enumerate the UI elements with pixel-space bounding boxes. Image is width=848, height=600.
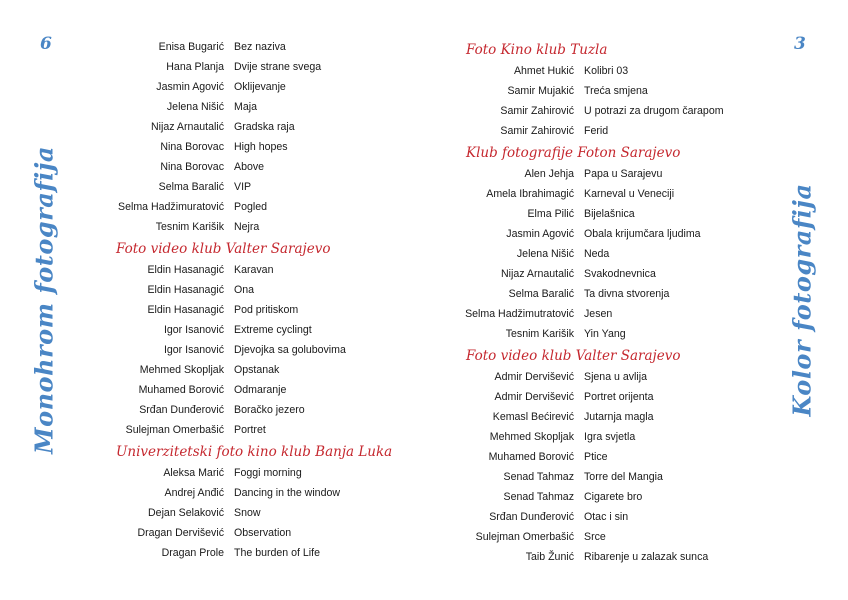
author-name: Selma Hadžimuratović [118,201,224,213]
author-name: Jelena Nišić [516,248,574,260]
author-name: Nijaz Arnautalić [150,121,224,133]
photo-title: Maja [234,101,257,113]
photo-title: Pogled [234,201,267,213]
author-name: Nina Borovac [160,141,224,153]
author-name: Ahmet Hukić [513,65,574,77]
author-name: Enisa Bugarić [158,41,224,53]
author-name: Igor Isanović [163,324,224,336]
list-item [0,204,760,224]
author-name: Amela Ibrahimagić [486,188,574,200]
author-name: Admir Dervišević [494,371,574,383]
photo-title: Svakodnevnica [584,268,656,280]
photo-title: Ribarenje u zalazak sunca [584,551,709,563]
page-number-right: 3 [794,34,806,54]
photo-title: Oklijevanje [234,81,286,93]
author-name: Jasmin Agović [156,81,224,93]
photo-title: Snow [234,507,261,519]
list-item [0,184,760,204]
author-name: Senad Tahmaz [503,471,574,483]
list-item [0,527,760,547]
photo-title: Pod pritiskom [234,304,299,316]
photo-title: Dvije strane svega [234,61,322,73]
author-name: Muhamed Borović [488,451,574,463]
author-name: Samir Mujakić [507,85,574,97]
list-item [0,507,760,527]
photo-title: Bijelašnica [584,208,635,220]
photo-title: Djevojka sa golubovima [234,344,346,356]
photo-title: Ona [234,284,255,296]
page-number-left: 6 [40,34,52,54]
author-name: Selma Baralić [158,181,224,193]
list-item [0,407,760,427]
photo-title: Yin Yang [584,328,626,340]
list-item [0,224,760,244]
photo-title: Foggi morning [234,467,302,479]
photo-title: Nejra [234,221,260,233]
list-item [0,121,760,141]
photo-title: High hopes [234,141,288,153]
author-name: Sulejman Omerbašić [125,424,224,436]
photo-title: The burden of Life [234,547,320,559]
photo-title: Sjena u avlija [584,371,648,383]
photo-title: Boračko jezero [234,404,305,416]
author-name: Dragan Prole [161,547,224,559]
author-name: Igor Isanović [163,344,224,356]
author-name: Tesnim Karišik [155,221,224,233]
photo-title: U potrazi za drugom čarapom [584,105,724,117]
author-name: Srđan Dunđerović [489,511,574,523]
photo-title: Gradska raja [234,121,295,133]
list-item [0,81,760,101]
section-heading: Univerzitetski foto kino klub Banja Luka [116,443,393,460]
list-item [0,467,760,487]
photo-title: VIP [234,181,252,193]
author-name: Samir Zahirović [500,105,574,117]
photo-title: Ferid [584,125,609,137]
list-item [0,101,760,121]
author-name: Senad Tahmaz [503,491,574,503]
photo-title: Bez naziva [234,41,286,53]
author-name: Dragan Dervišević [137,527,224,539]
author-name: Hana Planja [166,61,224,73]
author-name: Jasmin Agović [506,228,574,240]
author-name: Mehmed Skopljak [139,364,224,376]
section-heading: Klub fotografije Foton Sarajevo [466,144,681,161]
author-name: Tesnim Karišik [505,328,574,340]
author-name: Muhamed Borović [138,384,224,396]
photo-title: Papa u Sarajevu [584,168,663,180]
author-name: Alen Jehja [524,168,574,180]
photo-title: Ptice [584,451,608,463]
photo-title: Karavan [234,264,274,276]
list-item [0,264,760,284]
author-name: Selma Hadžimutratović [465,308,574,320]
list-item [0,244,760,264]
section-heading: Foto video klub Valter Sarajevo [116,240,331,257]
author-name: Kemasl Bećirević [492,411,574,423]
list-item [0,367,760,387]
photo-title: Neda [584,248,610,260]
list-item [0,487,760,507]
photo-title: Igra svjetla [584,431,636,443]
list-item [0,447,760,467]
author-name: Aleksa Marić [163,467,224,479]
photo-title: Karneval u Veneciji [584,188,675,200]
author-name: Elma Pilić [527,208,574,220]
photo-title: Cigarete bro [584,491,643,503]
photo-title: Portret orijenta [584,391,654,403]
author-name: Sulejman Omerbašić [475,531,574,543]
author-name: Dejan Selaković [148,507,224,519]
vertical-title-right-text: Kolor fotografija [787,183,817,417]
photo-title: Dancing in the window [234,487,340,499]
vertical-title-left-text: Monohrom fotografija [29,146,59,454]
list-item [0,387,760,407]
photo-title: Extreme cyclingt [234,324,312,336]
list-item [0,164,760,184]
list-item [0,427,760,447]
photo-title: Treća smjena [584,85,648,97]
author-name: Andrej Anđić [164,487,224,499]
author-name: Selma Baralić [508,288,574,300]
author-name: Eldin Hasanagić [147,264,224,276]
photo-title: Odmaranje [234,384,287,396]
photo-title: Above [234,161,265,173]
author-name: Srđan Dunđerović [139,404,224,416]
list-item [0,304,760,324]
author-name: Taib Žunić [525,551,574,563]
author-name: Admir Dervišević [494,391,574,403]
photo-title: Jesen [584,308,613,320]
right-list [0,38,760,567]
photo-title: Otac i sin [584,511,629,523]
photo-title: Obala krijumčara ljudima [584,228,701,240]
author-name: Samir Zahirović [500,125,574,137]
list-item [0,324,760,344]
author-name: Eldin Hasanagić [147,284,224,296]
photo-title: Observation [234,527,292,539]
photo-title: Opstanak [234,364,280,376]
list-item [0,61,760,81]
list-item [0,547,760,567]
section-heading: Foto video klub Valter Sarajevo [466,347,681,364]
photo-title: Jutarnja magla [584,411,654,423]
photo-title: Torre del Mangia [584,471,663,483]
photo-title: Ta divna stvorenja [584,288,670,300]
list-item [0,284,760,304]
author-name: Nijaz Arnautalić [500,268,574,280]
author-name: Eldin Hasanagić [147,304,224,316]
author-name: Jelena Nišić [166,101,224,113]
photo-title: Portret [234,424,266,436]
photo-title: Srce [584,531,606,543]
author-name: Nina Borovac [160,161,224,173]
section-heading: Foto Kino klub Tuzla [466,41,608,58]
photo-title: Kolibri 03 [584,65,629,77]
author-name: Mehmed Skopljak [489,431,574,443]
